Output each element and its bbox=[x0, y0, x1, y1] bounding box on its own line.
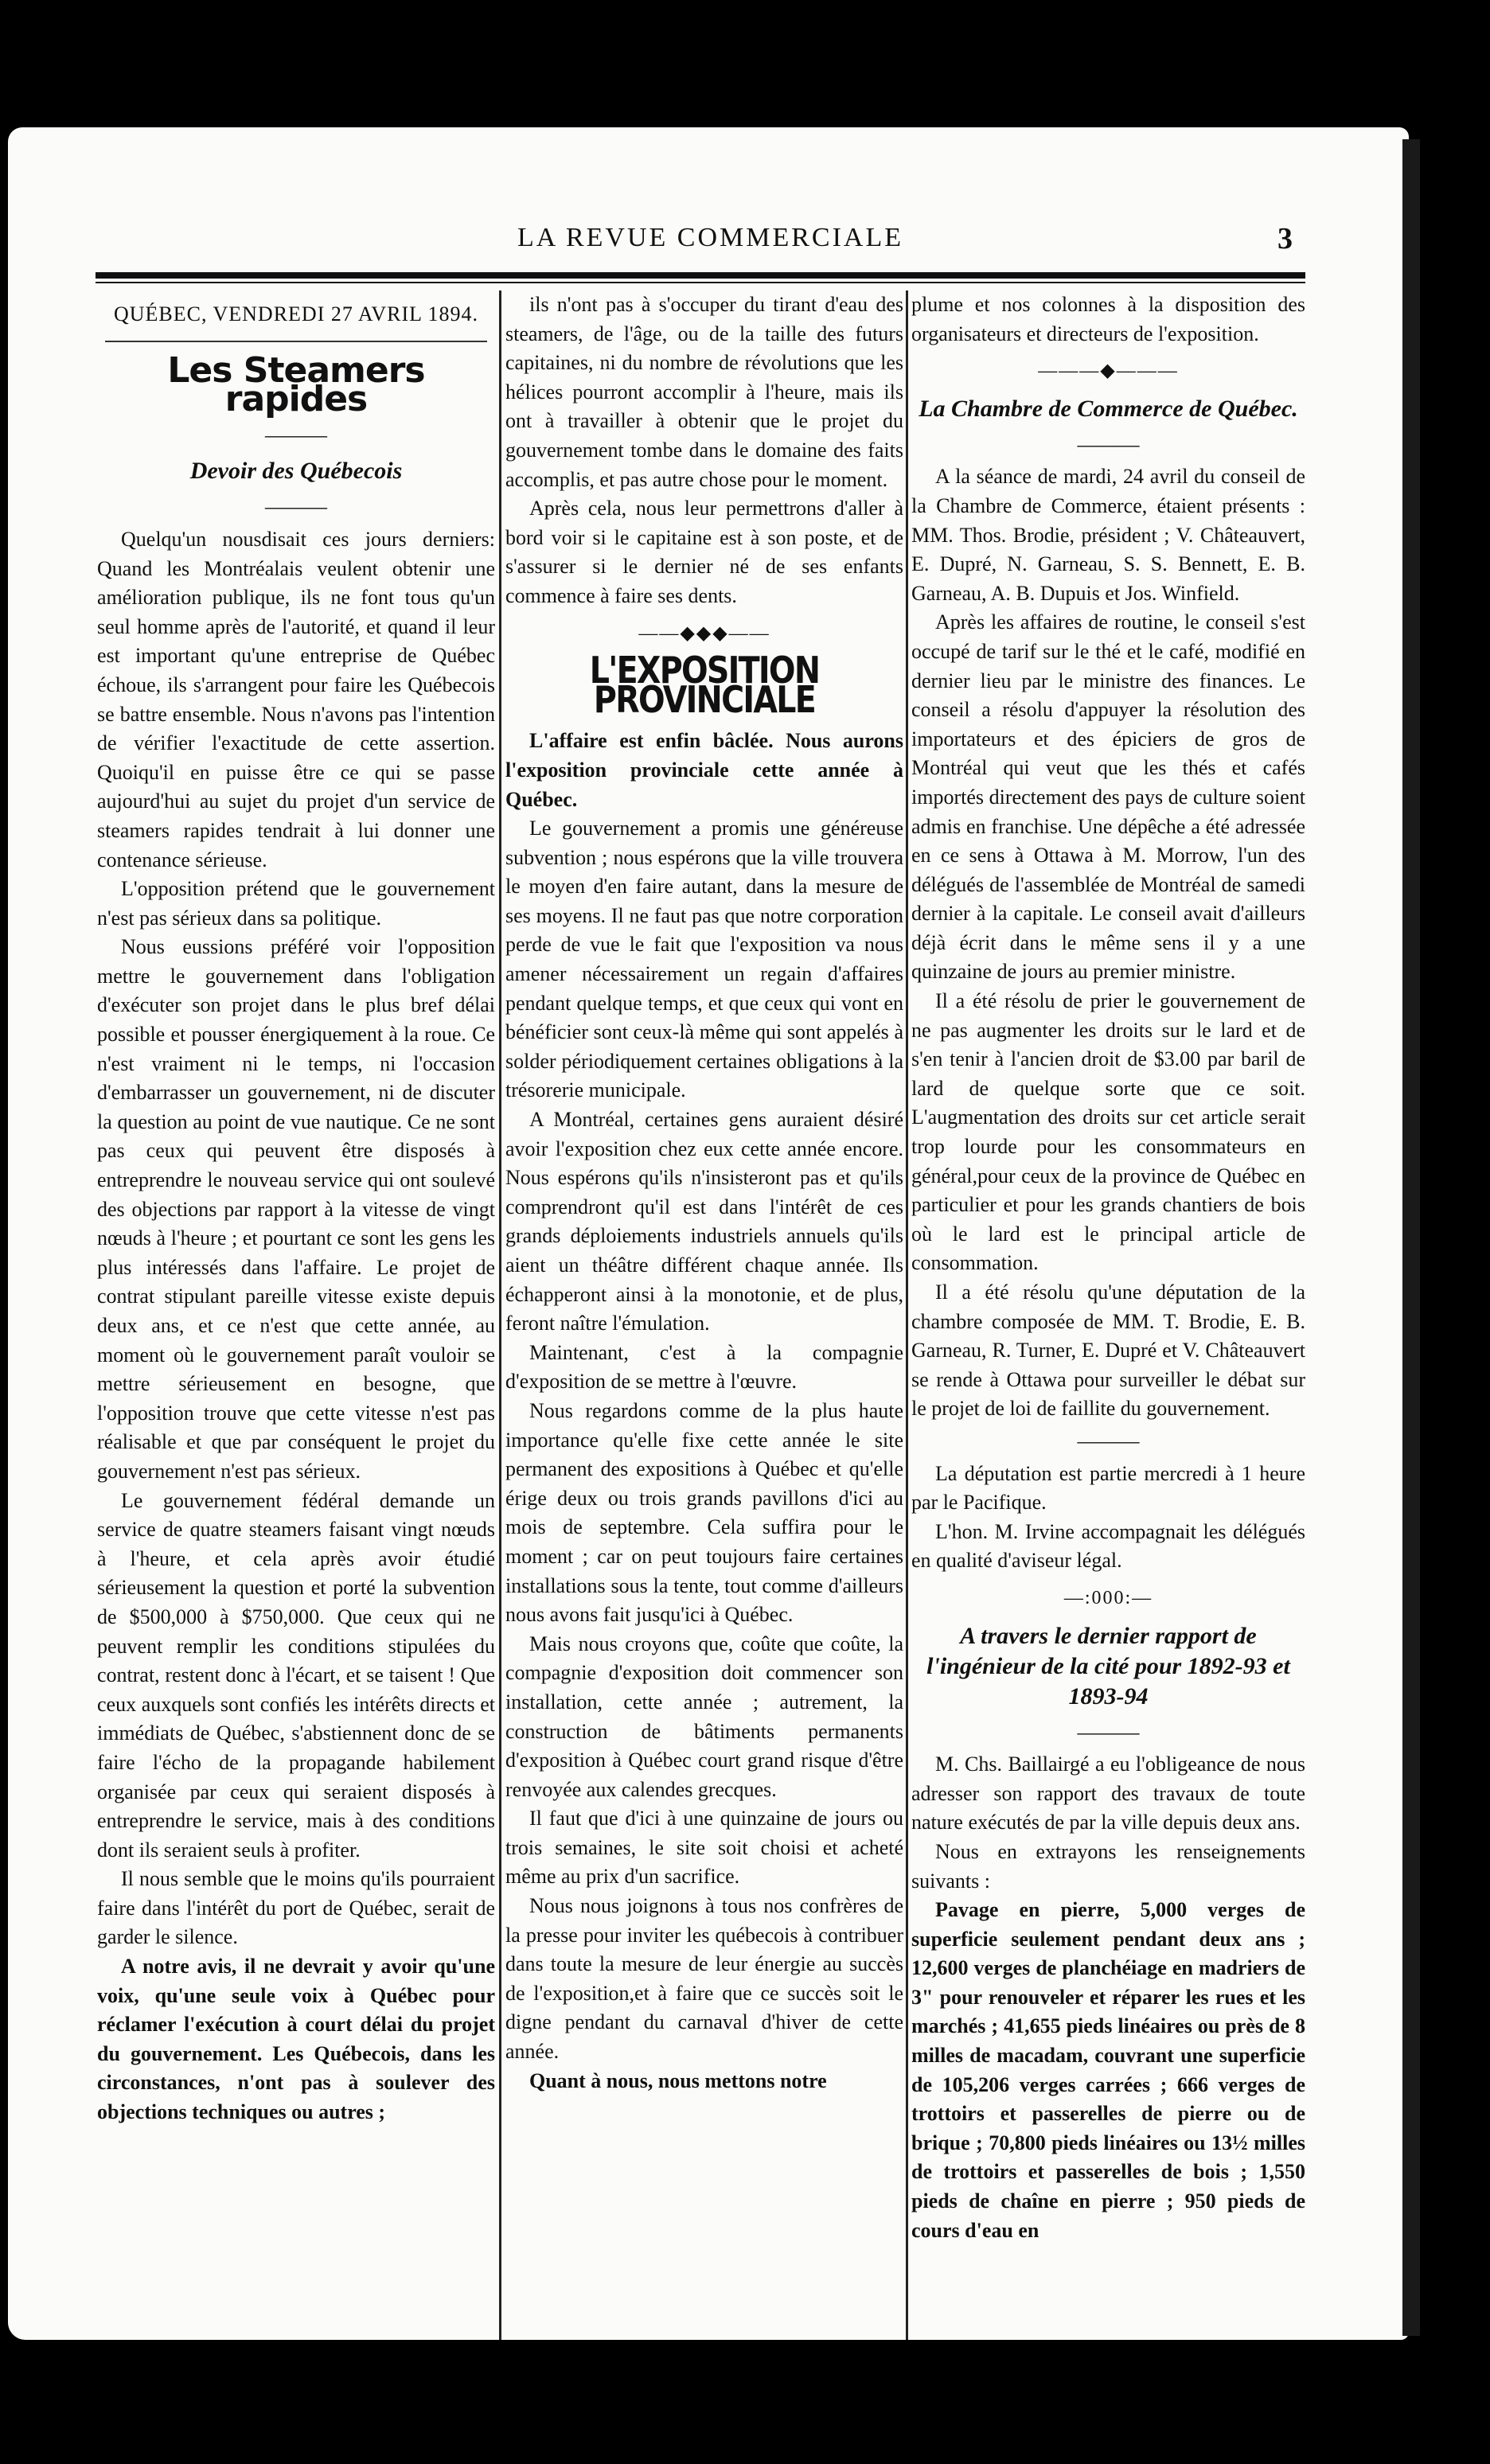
paragraph: Nous eussions préféré voir l'opposition mettre le gouvernement dans l'obligation d'exécuter son projet dans le plus bref délai possible et pousser énergiquement à la roue. Ce n'est vraiment ni le temps, ni l'occasion d'embarrasser un gouvernement, ni de discuter la question au point de vue nautique. Ce ne sont pas ceux qui peuvent être disposés à entreprendre le nouveau service qui ont soulevé des objections par rapport à la vitesse de vingt nœuds à l'heure ; et pourtant ce sont les gens les plus intéressés dans l'affaire. Le projet de contrat stipulant pareille vitesse existe depuis deux ans, et ce n'est que cette année, au moment où le gouvernement paraît vouloir se mettre sérieusement en besogne, que l'opposition trouve que cette vitesse n'est pas réalisable et que par conséquent le projet du gouvernement n'est pas sérieux. bbox=[97, 935, 495, 1483]
paragraph: Après les affaires de routine, le conseil s'est occupé de tarif sur le thé et le café, modifié en dernier lieu par le ministre des finances. Le conseil a résolu d'appuyer la résolution des importateurs et des épiciers de gros de Montréal qui veut que les thés et cafés importés directement des pays de culture soient admis en franchise. Une dépêche a été adressée en ce sens à Ottawa à M. Morrow, l'un des délégués de l'assemblée de Montréal de samedi dernier à la capitale. Le conseil avait d'ailleurs déjà écrit dans le même sens il y a une quinzaine de jours au premier ministre. bbox=[911, 610, 1305, 984]
header-rule bbox=[96, 272, 1305, 279]
page-number: 3 bbox=[1277, 222, 1293, 255]
paragraph: La députation est partie mercredi à 1 heure par le Pacifique. bbox=[911, 1461, 1305, 1515]
subhead-devoir: Devoir des Québecois bbox=[189, 458, 403, 485]
column-1 bbox=[97, 290, 495, 2127]
header-rule-thin bbox=[96, 282, 1305, 283]
subhead-chambre-commerce: La Chambre de Commerce de Québec. bbox=[919, 395, 1298, 422]
ornament-divider: ——◆◆◆—— bbox=[638, 622, 770, 644]
dash-separator: ——— bbox=[265, 495, 327, 519]
paragraph: Quant à nous, nous mettons notre bbox=[529, 2068, 827, 2092]
paragraph: L'affaire est enfin bâclée. Nous aurons l'exposition provinciale cette année à Québec. bbox=[505, 729, 903, 811]
paragraph: Le gouvernement a promis une généreuse subvention ; nous espérons que la ville trouvera le moyen d'en faire autant, dans la mesure de ses moyens. Il ne faut pas que notre corporation perde de vue le fait que l'exposition va nous amener nécessairement un regain d'affaires pendant quelque temps, et que ceux qui vont en bénéficier sont ceux-là même qui sont appelés à solder périodiquement certaines obligations à la trésorerie municipale. bbox=[505, 817, 903, 1102]
paragraph: L'hon. M. Irvine accompagnait les délégués en qualité d'aviseur légal. bbox=[911, 1519, 1305, 1573]
headline-exposition: L'EXPOSITION PROVINCIALE bbox=[589, 649, 820, 721]
paragraph: A notre avis, il ne devrait y avoir qu'une voix, qu'une seule voix à Québec pour réclamer l'exécution à court délai du projet du gouvernement. Les Québecois, dans les circonstances, n'ont pas à soulever des objections techniques ou autres ; bbox=[97, 1955, 495, 2124]
subhead-rapport-ingenieur: A travers le dernier rapport de l'ingénieur de la cité pour 1892-93 et 1893-94 bbox=[926, 1622, 1290, 1710]
page-header bbox=[8, 221, 1409, 253]
paragraph: Pavage en pierre, 5,000 verges de superficie seulement pendant deux ans ; 12,600 verges de planchéiage en madriers de 3" pour renouveler et réparer les rues et les marchés ; 41,655 pieds linéaires ou près de 8 milles de macadam, couvrant une superficie de 105,206 verges carrées ; 666 verges de trottoirs et passerelles de pierre ou de brique ; 70,800 pieds linéaires ou 13½ milles de trottoirs et passerelles de bois ; 1,550 pieds de chaîne en pierre ; 950 pieds de cours d'eau en bbox=[911, 1898, 1305, 2242]
paragraph: A Montréal, certaines gens auraient désiré avoir l'exposition chez eux cette année encore. Nous espérons qu'ils n'insisteront pas et qu'ils comprendront qu'il est dans l'intérêt de ces grands déploiements industriels annuels qu'ils aient un théâtre différent chaque année. Ils échapperont ainsi à la monotonie, et de plus, feront naître l'émulation. bbox=[505, 1108, 903, 1335]
masthead-title: LA REVUE COMMERCIALE bbox=[517, 223, 903, 252]
paragraph: Nous regardons comme de la plus haute importance qu'elle fixe cette année le site permanent des expositions à Québec et qu'elle érige deux ou trois grands pavillons d'ici au mois de septembre. Cela suffira pour le moment ; car on peut toujours faire certaines installations sous la tente, tout comme d'ailleurs nous avons fait jusqu'ici à Québec. bbox=[505, 1398, 903, 1627]
paragraph: M. Chs. Baillairgé a eu l'obligeance de nous adresser son rapport des travaux de toute nature exécutés de par la ville depuis deux ans. bbox=[911, 1752, 1305, 1834]
paragraph: Il faut que d'ici à une quinzaine de jours ou trois semaines, le site soit choisi et acheté même au prix d'un sacrifice. bbox=[505, 1807, 903, 1889]
paragraph: Maintenant, c'est à la compagnie d'exposition de se mettre à l'œuvre. bbox=[505, 1340, 903, 1394]
ornament-divider: ———◆——— bbox=[1038, 361, 1179, 382]
ornament-divider: —:000:— bbox=[1063, 1587, 1153, 1608]
divider bbox=[105, 341, 487, 342]
paragraph: Il a été résolu de prier le gouvernement de ne pas augmenter les droits sur le lard et de s'en tenir à l'ancien droit de $3.00 par baril de lard de quelque sorte que ce soit. L'augmentation des droits sur cet article serait trop lourde pour les consommateurs en général,pour ceux de la province de Québec en particulier et pour les grands chantiers de bois où le lard est le principal article de consommation. bbox=[911, 989, 1305, 1275]
paragraph: Nous en extrayons les renseignements suivants : bbox=[911, 1839, 1305, 1893]
column-2 bbox=[505, 290, 903, 2096]
paragraph: Quelqu'un nousdisait ces jours derniers: Quand les Montréalais veulent obtenir une amélioration publique, ils ne font tous qu'un seul homme après de l'autorité, et quand il leur est important qu'une entreprise de Québec échoue, ils s'arrangent pour faire les Québecois se battre ensemble. Nous n'avons pas l'intention de vérifier l'exactitude de cette assertion. Quoiqu'il en puisse être ce qui se passe aujourd'hui au sujet du projet d'un service de steamers rapides tendrait à lui donner une contenance sérieuse. bbox=[97, 527, 495, 871]
column-divider-2 bbox=[906, 290, 908, 2340]
newspaper-page bbox=[8, 127, 1409, 2340]
paragraph: plume et nos colonnes à la disposition des organisateurs et directeurs de l'exposition. bbox=[911, 293, 1305, 345]
dash-separator: ——— bbox=[1077, 432, 1140, 456]
paragraph: Le gouvernement fédéral demande un service de quatre steamers faisant vingt nœuds à l'heure, et cela après avoir étudié sérieusement la question et porté la subvention de $500,000 à $750,000. Que ceux qui ne peuvent remplir les conditions stipulées du contrat, restent donc à l'écart, et se taisent ! Que ceux auxquels sont confiés les intérêts directs et immédiats de Québec, s'abstiennent donc de se faire l'écho de la propagande habilement organisée par ceux qui seraient disposés à entreprendre le service, mais à des conditions dont ils seraient seuls à profiter. bbox=[97, 1488, 495, 1862]
paragraph: Après cela, nous leur permettrons d'aller à bord voir si le capitaine est à son poste, et de s'assurer si le dernier né de ses enfants commence à faire ses dents. bbox=[505, 497, 903, 607]
paragraph: Nous nous joignons à tous nos confrères de la presse pour inviter les québecois à contribuer dans toute la mesure de leur énergie au succès de l'exposition,et à faire que ce succès soit le digne pendant du carnaval d'hiver de cette année. bbox=[505, 1894, 903, 2064]
dateline: QUÉBEC, VENDREDI 27 AVRIL 1894. bbox=[113, 302, 479, 326]
paragraph: L'opposition prétend que le gouvernement n'est pas sérieux dans sa politique. bbox=[97, 877, 495, 930]
column-3 bbox=[911, 290, 1305, 2245]
dash-separator: ——— bbox=[265, 423, 327, 446]
dash-separator: ——— bbox=[1077, 1429, 1140, 1452]
headline-steamers: Les Steamers rapides bbox=[167, 349, 425, 420]
paragraph: Mais nous croyons que, coûte que coûte, la compagnie d'exposition doit commencer son installation, cette année ; autrement, la construction de bâtiments permanents d'exposition à Québec court grand risque d'être renvoyée aux calendes grecques. bbox=[505, 1632, 903, 1801]
paragraph: A la séance de mardi, 24 avril du conseil de la Chambre de Commerce, étaient présents : MM. Thos. Brodie, président ; V. Châteauvert, E. Dupré, N. Garneau, S. S. Bennett, E. B. Garneau, A. B. Dupuis et Jos. Winfield. bbox=[911, 465, 1305, 605]
column-divider-1 bbox=[499, 290, 501, 2340]
paragraph: Il a été résolu qu'une députation de la chambre composée de MM. T. Brodie, E. B. Garneau, R. Turner, E. Dupré et V. Châteauvert se rende à Ottawa pour surveiller le débat sur le projet de loi de faillite du gouvernement. bbox=[911, 1281, 1305, 1421]
paragraph: Il nous semble que le moins qu'ils pourraient faire dans l'intérêt du port de Québec, serait de garder le silence. bbox=[97, 1867, 495, 1949]
paragraph: ils n'ont pas à s'occuper du tirant d'eau des steamers, de l'âge, ou de la taille des futurs capitaines, ni du nombre de révolutions que les hélices pourront accomplir à l'heure, mais ils ont à travailler à obtenir que le projet du gouvernement tombe dans le domaine des faits accomplis, et pas autre chose pour le moment. bbox=[505, 293, 903, 491]
page-edge-shadow bbox=[1402, 139, 1420, 2336]
dash-separator: ——— bbox=[1077, 1720, 1140, 1744]
